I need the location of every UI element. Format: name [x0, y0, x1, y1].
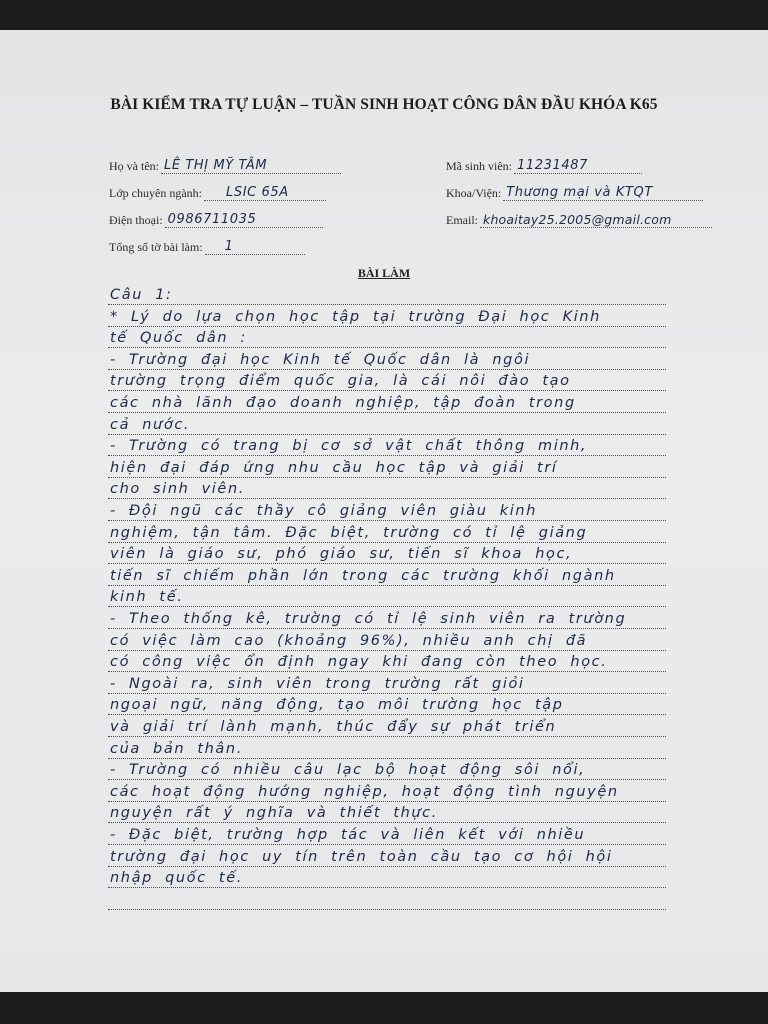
field-line: [161, 158, 341, 174]
field-ho-ten: [109, 159, 341, 174]
answer-line-text: * Lý do lựa chọn học tập tại trường Đại học Kinh: [110, 308, 601, 325]
answer-line: [108, 824, 666, 845]
answer-line-text: - Đội ngũ các thầy cô giảng viên giàu kinh: [110, 503, 537, 519]
field-line: [514, 158, 642, 174]
answer-line-text: trường trọng điểm quốc gia, là cái nôi đào tạo: [110, 373, 571, 390]
answer-line: [108, 802, 666, 823]
field-value: Thương mại và KTQT: [506, 185, 653, 200]
page-title: BÀI KIỂM TRA TỰ LUẬN – TUẦN SINH HOẠT CÔNG DÂN ĐẦU KHÓA K65: [110, 96, 658, 113]
field-line: [480, 212, 712, 228]
answer-line-text: - Đặc biệt, trường hợp tác và liên kết với nhiều: [110, 827, 586, 843]
answer-line-text: - Trường có nhiều câu lạc bộ hoạt động sôi nổi,: [110, 762, 586, 779]
answer-line: [108, 608, 666, 629]
answer-line-text: các nhà lãnh đạo doanh nghiệp, tập đoàn trong: [110, 395, 576, 411]
answer-line-text: tế Quốc dân :: [110, 330, 247, 347]
answer-line: [108, 478, 666, 499]
answer-line-text: các hoạt động hướng nghiệp, hoạt động tình nguyện: [110, 783, 619, 800]
answer-line-text: - Ngoài ra, sinh viên trong trường rất giỏi: [110, 675, 525, 692]
field-value: khoaitay25.2005@gmail.com: [483, 212, 672, 227]
answer-line-text: nghiệm, tận tâm. Đặc biệt, trường có tỉ lệ giảng: [110, 524, 588, 541]
field-label: Lớp chuyên ngành:: [109, 186, 202, 200]
field-email: [446, 213, 712, 228]
answer-line: [108, 673, 666, 694]
field-khoa: [446, 186, 703, 201]
answer-line: [108, 522, 666, 543]
field-value: 1: [224, 239, 234, 254]
answer-line-text: - Trường đại học Kinh tế Quốc dân là ngôi: [110, 351, 531, 368]
answer-line: [108, 651, 666, 672]
answer-line-text: có công việc ổn định ngay khi đang còn theo học.: [110, 654, 608, 671]
field-value: LÊ THỊ MỸ TÂM: [164, 158, 268, 173]
field-label: Email:: [446, 213, 478, 227]
field-value: 0986711035: [167, 212, 257, 227]
field-value: 11231487: [517, 158, 588, 173]
answer-line-text: và giải trí lành mạnh, thúc đẩy sự phát triển: [110, 719, 557, 735]
answer-line: [108, 392, 666, 413]
answer-line: [108, 435, 666, 456]
section-heading: BÀI LÀM: [357, 266, 411, 280]
answer-line: [108, 586, 666, 607]
answer-line: [108, 370, 666, 391]
field-line: [503, 185, 703, 201]
answer-line: [108, 867, 666, 888]
answer-line-text: có việc làm cao (khoảng 96%), nhiều anh chị đã: [110, 632, 588, 649]
answer-line-text: của bản thân.: [110, 740, 243, 757]
answer-line: [108, 500, 666, 521]
answer-line-text: trường đại học uy tín trên toàn cầu tạo cơ hội hội: [110, 848, 613, 865]
answer-line: [108, 327, 666, 348]
answer-line: [108, 738, 666, 759]
answer-line: [108, 759, 666, 780]
field-label: Khoa/Viện:: [446, 186, 502, 200]
answer-line: [108, 716, 666, 737]
field-label: Điện thoại:: [109, 213, 163, 227]
answer-line-text: kinh tế.: [110, 589, 184, 606]
answer-line-text: ngoại ngữ, năng động, tạo môi trường học tập: [110, 697, 564, 714]
answer-line-text: - Trường có trang bị cơ sở vật chất thông minh,: [110, 438, 588, 455]
field-dien-thoai: [109, 213, 323, 228]
answer-line-text: nguyện rất ý nghĩa và thiết thực.: [110, 805, 438, 822]
answer-line: [108, 349, 666, 370]
answer-line: [108, 284, 666, 305]
answer-line: [108, 889, 666, 910]
field-value: LSIC 65A: [226, 185, 289, 200]
answer-line: [108, 630, 666, 651]
field-ma-sv: [446, 159, 642, 174]
answer-line-text: Câu 1:: [110, 287, 173, 303]
answer-line-text: - Theo thống kê, trường có tỉ lệ sinh viên ra trường: [110, 611, 627, 627]
answer-line: [108, 781, 666, 802]
answer-line: [108, 694, 666, 715]
answer-line: [108, 414, 666, 435]
answer-line-text: cho sinh viên.: [110, 481, 245, 498]
answer-line-text: nhập quốc tế.: [110, 870, 243, 887]
field-line: [205, 239, 305, 255]
field-label: Tổng số tờ bài làm:: [109, 240, 203, 254]
field-label: Họ và tên:: [109, 159, 159, 173]
answer-line-text: viên là giáo sư, phó giáo sư, tiến sĩ khoa học,: [110, 546, 573, 563]
field-lop: [109, 186, 326, 201]
field-line: [204, 185, 326, 201]
answer-line-text: cả nước.: [110, 416, 191, 433]
field-tong-so: [109, 240, 305, 255]
answer-line: [108, 846, 666, 867]
answer-line: [108, 306, 666, 327]
answer-line: [108, 543, 666, 564]
field-label: Mã sinh viên:: [446, 159, 512, 173]
answer-line-text: hiện đại đáp ứng nhu cầu học tập và giải trí: [110, 459, 558, 476]
answer-line: [108, 457, 666, 478]
answer-line-text: tiến sĩ chiếm phần lớn trong các trường khối ngành: [110, 567, 616, 584]
field-line: [165, 212, 323, 228]
answer-line: [108, 565, 666, 586]
